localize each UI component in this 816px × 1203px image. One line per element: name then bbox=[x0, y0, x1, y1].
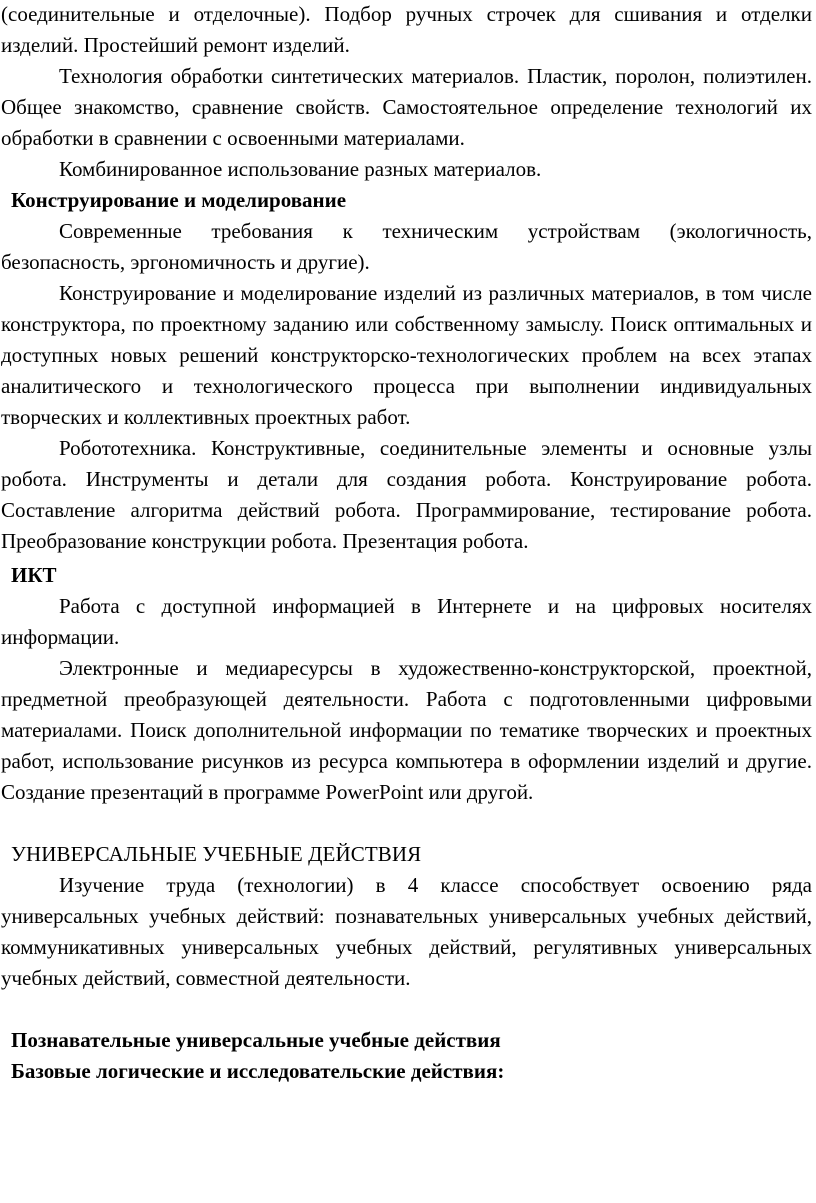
paragraph-universal-actions-intro: Изучение труда (технологии) в 4 классе способствует освоению ряда универсальных учебных действий: познавательных универсальных учебных действий, коммуникативных универсальных учебных действий, регулятивных универсальных учебных действий, совместной деятельности. bbox=[1, 873, 812, 990]
document-body bbox=[1, 0, 812, 1087]
paragraph-combined-materials: Комбинированное использование разных материалов. bbox=[59, 157, 542, 181]
paragraph-synthetic-materials: Технология обработки синтетических материалов. Пластик, поролон, полиэтилен. Общее знакомство, сравнение свойств. Самостоятельное определение технологий их обработки в сравнении с освоенными материалами. bbox=[1, 64, 812, 150]
heading-logical-research-actions: Базовые логические и исследовательские действия: bbox=[11, 1059, 505, 1083]
paragraph-electronic-resources: Электронные и медиаресурсы в художественно-конструкторской, проектной, предметной преобразующей деятельности. Работа с подготовленными цифровыми материалами. Поиск дополнительной информации по тематике творческих и проектных работ, использование рисунков из ресурса компьютера в оформлении изделий и другие. Создание презентаций в программе PowerPoint или другой. bbox=[1, 656, 812, 804]
heading-cognitive-actions: Познавательные универсальные учебные действия bbox=[11, 1028, 501, 1052]
heading-ict: ИКТ bbox=[11, 563, 57, 587]
paragraph-robotics: Робототехника. Конструктивные, соединительные элементы и основные узлы робота. Инструменты и детали для создания робота. Конструирование робота. Составление алгоритма действий робота. Программирование, тестирование робота. Преобразование конструкции робота. Презентация робота. bbox=[1, 436, 812, 553]
paragraph-technical-requirements: Современные требования к техническим устройствам (экологичность, безопасность, эргономичность и другие). bbox=[1, 219, 812, 274]
paragraph-sewing-continuation: (соединительные и отделочные). Подбор ручных строчек для сшивания и отделки изделий. Простейший ремонт изделий. bbox=[1, 2, 812, 57]
heading-design-modeling: Конструирование и моделирование bbox=[11, 188, 347, 212]
paragraph-design-modeling: Конструирование и моделирование изделий из различных материалов, в том числе конструктора, по проектному заданию или собственному замыслу. Поиск оптимальных и доступных новых решений конструкторско-технологических проблем на всех этапах аналитического и технологического процесса при выполнении индивидуальных творческих и коллективных проектных работ. bbox=[1, 281, 812, 429]
paragraph-internet-info: Работа с доступной информацией в Интернете и на цифровых носителях информации. bbox=[1, 594, 812, 649]
heading-universal-actions: УНИВЕРСАЛЬНЫЕ УЧЕБНЫЕ ДЕЙСТВИЯ bbox=[11, 842, 422, 866]
